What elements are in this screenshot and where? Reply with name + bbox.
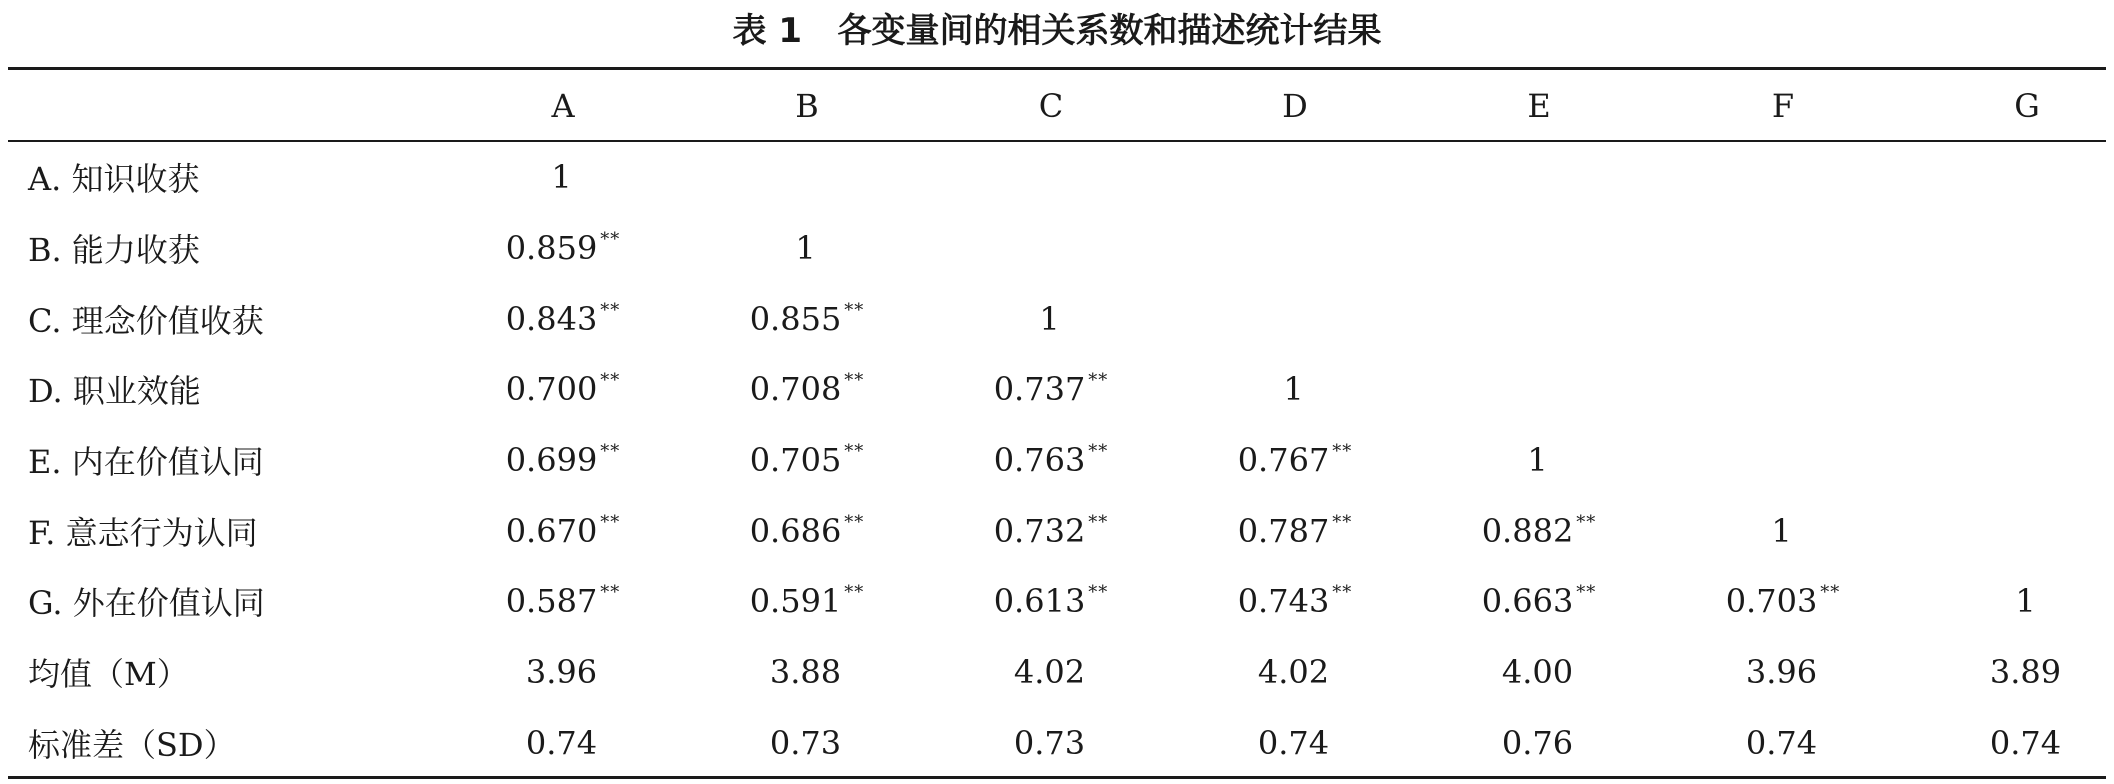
- table-row: [8, 637, 2114, 708]
- table-cell-b: [685, 283, 929, 354]
- correlation-table: [8, 71, 2114, 778]
- table-row: [8, 708, 2114, 779]
- cell-value: 0.859: [505, 229, 598, 268]
- table-cell-d: [1173, 425, 1417, 496]
- significance-marker: **: [1332, 441, 1353, 463]
- table-cell-g: [1905, 637, 2114, 708]
- table-cell-a: [441, 637, 685, 708]
- cell-value: 4.02: [1013, 653, 1086, 692]
- significance-marker: **: [600, 229, 621, 251]
- cell-value: 1: [2015, 582, 2036, 621]
- cell-value: 0.787: [1237, 511, 1330, 550]
- table-cell-e: [1417, 425, 1661, 496]
- significance-marker: **: [844, 441, 865, 463]
- significance-marker: **: [1332, 511, 1353, 533]
- cell-value: 0.74: [525, 723, 598, 762]
- table-cell-g: [1905, 213, 2114, 284]
- table-cell-a: [441, 566, 685, 637]
- table-cell-f: [1661, 140, 1905, 213]
- table-cell-f: [1661, 566, 1905, 637]
- table-cell-b: [685, 354, 929, 425]
- cell-value: 0.670: [505, 511, 598, 550]
- table-cell-e: [1417, 354, 1661, 425]
- cell-value: 0.732: [993, 511, 1086, 550]
- table-cell-f: [1661, 283, 1905, 354]
- table-cell-d: [1173, 566, 1417, 637]
- cell-value: 0.843: [505, 299, 598, 338]
- cell-value: 1: [1039, 299, 1060, 338]
- cell-value: 0.705: [749, 441, 842, 480]
- significance-marker: **: [600, 582, 621, 604]
- table-cell-b: [685, 213, 929, 284]
- table-cell-c: [929, 708, 1173, 779]
- cell-value: 0.591: [749, 582, 842, 621]
- table-row: [8, 283, 2114, 354]
- cell-value: 0.73: [769, 723, 842, 762]
- header-row: [8, 71, 2114, 140]
- table-cell-e: [1417, 213, 1661, 284]
- table-cell-c: [929, 354, 1173, 425]
- table-cell-g: [1905, 425, 2114, 496]
- table-cell-c: [929, 213, 1173, 284]
- table-body: [8, 140, 2114, 778]
- table-cell-b: [685, 566, 929, 637]
- cell-value: 0.737: [993, 370, 1086, 409]
- cell-value: 0.73: [1013, 723, 1086, 762]
- table-cell-b: [685, 637, 929, 708]
- column-header-a: A: [551, 86, 575, 125]
- table-cell-a: [441, 495, 685, 566]
- cell-value: 0.74: [1257, 723, 1330, 762]
- cell-value: 1: [1771, 511, 1792, 550]
- significance-marker: **: [844, 511, 865, 533]
- table-cell-c: [929, 637, 1173, 708]
- significance-marker: **: [600, 441, 621, 463]
- table-cell-d: [1173, 213, 1417, 284]
- cell-value: 0.699: [505, 441, 598, 480]
- cell-value: 0.663: [1481, 582, 1574, 621]
- table-cell-d: [1173, 140, 1417, 213]
- cell-value: 4.00: [1501, 653, 1574, 692]
- row-label: C. 理念价值收获: [28, 301, 264, 340]
- column-header-g: G: [2014, 86, 2040, 125]
- cell-value: 3.89: [1989, 653, 2062, 692]
- significance-marker: **: [1576, 511, 1597, 533]
- cell-value: 3.88: [769, 653, 842, 692]
- row-label: F. 意志行为认同: [28, 513, 258, 552]
- cell-value: 0.743: [1237, 582, 1330, 621]
- table-row: [8, 213, 2114, 284]
- table-cell-a: [441, 283, 685, 354]
- cell-value: 3.96: [525, 653, 598, 692]
- table-cell-c: [929, 566, 1173, 637]
- significance-marker: **: [844, 582, 865, 604]
- column-header-c: C: [1038, 86, 1064, 125]
- row-label: A. 知识收获: [28, 160, 200, 199]
- table-cell-a: [441, 425, 685, 496]
- cell-value: 0.882: [1481, 511, 1574, 550]
- cell-value: 0.855: [749, 299, 842, 338]
- table-cell-g: [1905, 354, 2114, 425]
- table-cell-e: [1417, 708, 1661, 779]
- column-header-corner: [8, 71, 441, 140]
- table-cell-a: [441, 213, 685, 284]
- table-cell-c: [929, 495, 1173, 566]
- cell-value: 0.613: [993, 582, 1086, 621]
- column-header-e: E: [1527, 86, 1551, 125]
- table-cell-a: [441, 708, 685, 779]
- table-cell-d: [1173, 283, 1417, 354]
- table-cell-f: [1661, 213, 1905, 284]
- table-cell-c: [929, 140, 1173, 213]
- table-cell-g: [1905, 283, 2114, 354]
- table-cell-a: [441, 354, 685, 425]
- table-cell-f: [1661, 354, 1905, 425]
- table-cell-c: [929, 425, 1173, 496]
- table-cell-f: [1661, 708, 1905, 779]
- significance-marker: **: [1332, 582, 1353, 604]
- table-caption: 表 1 各变量间的相关系数和描述统计结果: [732, 11, 1382, 51]
- cell-value: 3.96: [1745, 653, 1818, 692]
- significance-marker: **: [1088, 370, 1109, 392]
- table-cell-b: [685, 495, 929, 566]
- significance-marker: **: [1088, 511, 1109, 533]
- cell-value: 0.74: [1745, 723, 1818, 762]
- table-cell-g: [1905, 708, 2114, 779]
- significance-marker: **: [1088, 441, 1109, 463]
- significance-marker: **: [844, 370, 865, 392]
- cell-value: 4.02: [1257, 653, 1330, 692]
- significance-marker: **: [1576, 582, 1597, 604]
- table-cell-b: [685, 708, 929, 779]
- column-header-b: B: [795, 86, 819, 125]
- row-label: 标准差（SD）: [28, 725, 236, 764]
- cell-value: 0.767: [1237, 441, 1330, 480]
- table-cell-g: [1905, 140, 2114, 213]
- significance-marker: **: [1820, 582, 1841, 604]
- cell-value: 0.74: [1989, 723, 2062, 762]
- column-header-f: F: [1771, 86, 1795, 125]
- table-cell-e: [1417, 140, 1661, 213]
- cell-value: 1: [1527, 441, 1548, 480]
- significance-marker: **: [600, 299, 621, 321]
- row-label: E. 内在价值认同: [28, 443, 264, 482]
- significance-marker: **: [844, 299, 865, 321]
- cell-value: 0.703: [1725, 582, 1818, 621]
- table-row: [8, 495, 2114, 566]
- cell-value: 0.763: [993, 441, 1086, 480]
- table-cell-d: [1173, 495, 1417, 566]
- row-label: 均值（M）: [28, 655, 189, 694]
- table-row: [8, 140, 2114, 213]
- significance-marker: **: [1088, 582, 1109, 604]
- table-cell-g: [1905, 566, 2114, 637]
- table-cell-d: [1173, 637, 1417, 708]
- cell-value: 0.76: [1501, 723, 1574, 762]
- significance-marker: **: [600, 511, 621, 533]
- table-cell-d: [1173, 354, 1417, 425]
- cell-value: 0.587: [505, 582, 598, 621]
- cell-value: 1: [795, 229, 816, 268]
- table-cell-d: [1173, 708, 1417, 779]
- table-cell-b: [685, 425, 929, 496]
- table-cell-e: [1417, 566, 1661, 637]
- cell-value: 0.708: [749, 370, 842, 409]
- table-cell-g: [1905, 495, 2114, 566]
- table-cell-e: [1417, 637, 1661, 708]
- table-row: [8, 566, 2114, 637]
- table-cell-e: [1417, 283, 1661, 354]
- column-header-d: D: [1282, 86, 1308, 125]
- table-cell-f: [1661, 425, 1905, 496]
- table-row: [8, 425, 2114, 496]
- cell-value: 0.700: [505, 370, 598, 409]
- row-label: B. 能力收获: [28, 231, 200, 270]
- row-label: D. 职业效能: [28, 372, 201, 411]
- table-cell-a: [441, 140, 685, 213]
- cell-value: 0.686: [749, 511, 842, 550]
- table-cell-f: [1661, 637, 1905, 708]
- table-cell-b: [685, 140, 929, 213]
- table-cell-e: [1417, 495, 1661, 566]
- row-label: G. 外在价值认同: [28, 584, 265, 623]
- table-cell-f: [1661, 495, 1905, 566]
- significance-marker: **: [600, 370, 621, 392]
- cell-value: 1: [551, 158, 572, 197]
- cell-value: 1: [1283, 370, 1304, 409]
- table-row: [8, 354, 2114, 425]
- top-rule: [8, 67, 2106, 70]
- table-cell-c: [929, 283, 1173, 354]
